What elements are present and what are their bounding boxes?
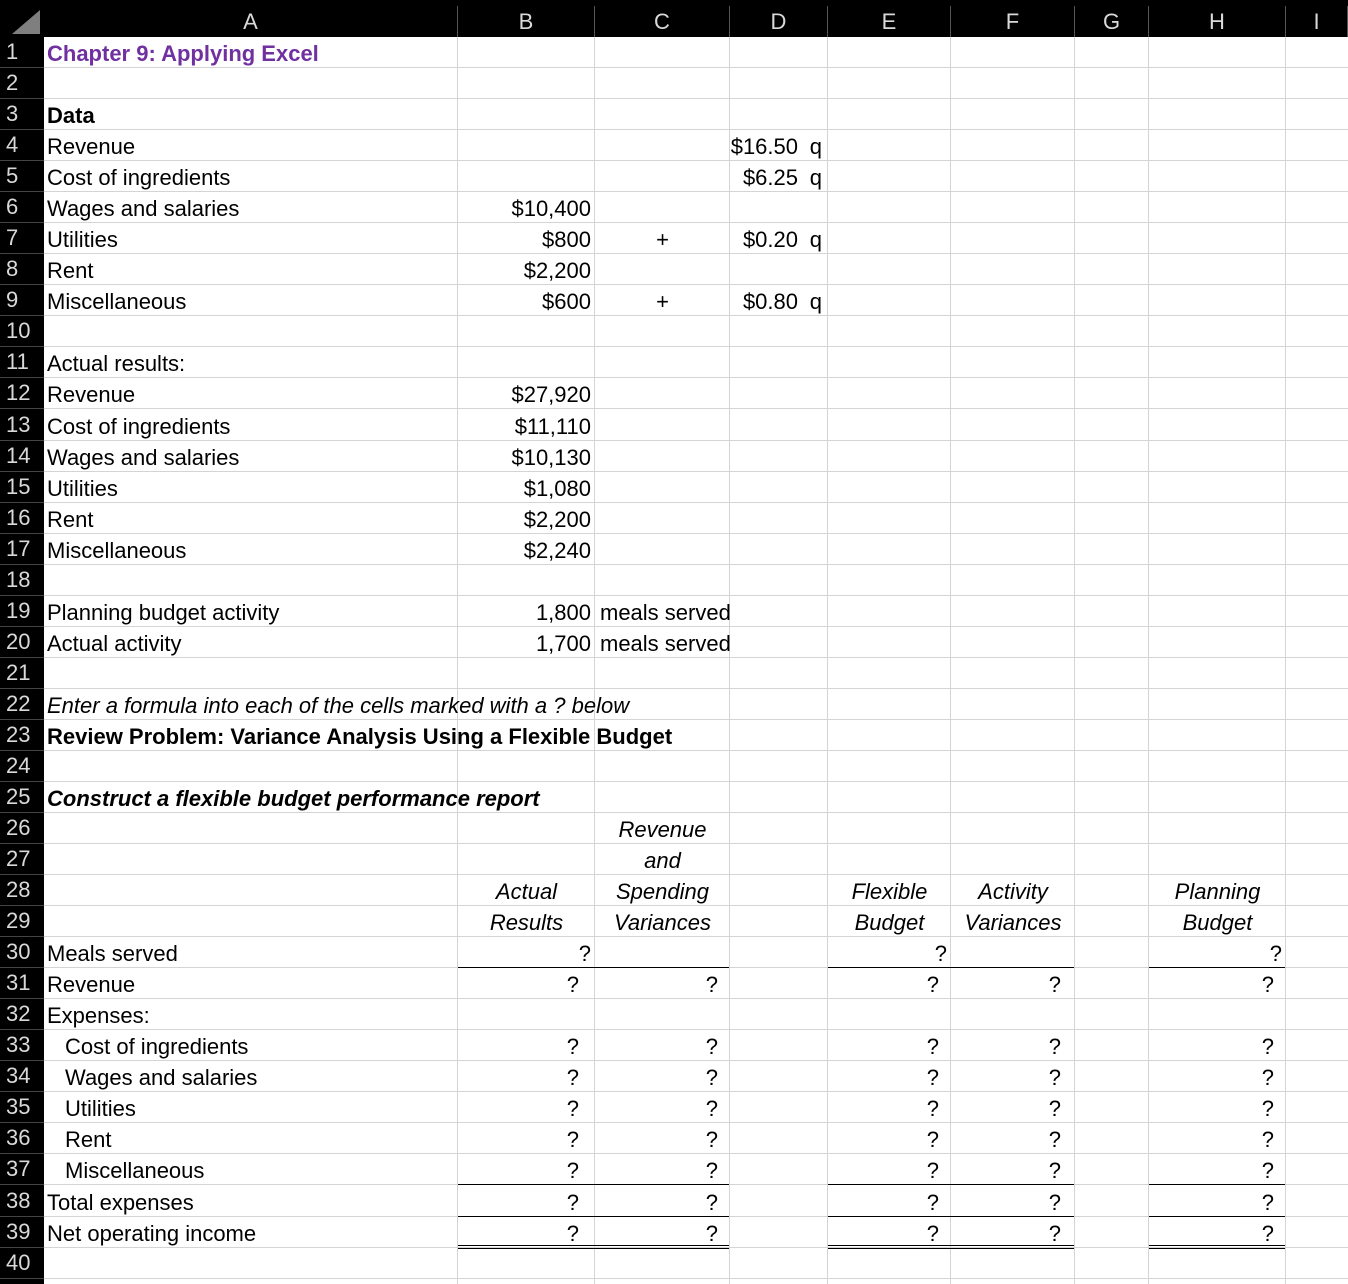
header-activity-variances: Variances <box>964 910 1062 936</box>
row-header-8[interactable]: 8 <box>0 254 44 285</box>
plus-sign: + <box>656 227 669 253</box>
report-row-label-cost: Cost of ingredients <box>65 1034 249 1060</box>
activity-unit: meals served <box>600 630 731 656</box>
formula-cell: ? <box>566 1096 579 1122</box>
header-budget: Budget <box>854 910 925 936</box>
row-header-9[interactable]: 9 <box>0 285 44 316</box>
variable-rate-value: $0.20 <box>742 227 798 253</box>
data-label: Rent <box>47 258 94 284</box>
formula-cell: ? <box>926 1158 939 1184</box>
fixed-cost-value: $800 <box>542 227 591 253</box>
row-header-13[interactable]: 13 <box>0 409 44 440</box>
row-header-22[interactable]: 22 <box>0 689 44 720</box>
report-row-label-wages: Wages and salaries <box>65 1065 258 1091</box>
actual-label: Miscellaneous <box>47 537 187 563</box>
formula-cell: ? <box>1048 1065 1061 1091</box>
formula-cell: ? <box>566 1034 579 1060</box>
column-header-g[interactable]: G <box>1075 6 1149 37</box>
formula-cell: ? <box>1261 1158 1274 1184</box>
formula-cell: ? <box>1048 1189 1061 1215</box>
formula-cell: ? <box>926 1127 939 1153</box>
report-row-label-rent: Rent <box>65 1127 112 1153</box>
formula-cell: ? <box>705 1158 718 1184</box>
row-header-3[interactable]: 3 <box>0 99 44 130</box>
formula-cell: ? <box>926 972 939 998</box>
actual-value: $11,110 <box>514 413 591 439</box>
fixed-cost-value: $10,400 <box>511 196 591 222</box>
actual-label: Utilities <box>47 475 118 501</box>
row-header-40[interactable]: 40 <box>0 1248 44 1279</box>
row-header-34[interactable]: 34 <box>0 1061 44 1092</box>
review-problem-title: Review Problem: Variance Analysis Using a Flexible Budget <box>47 723 673 749</box>
row-header-11[interactable]: 11 <box>0 347 44 378</box>
row-header-30[interactable]: 30 <box>0 937 44 968</box>
row-header-33[interactable]: 33 <box>0 1030 44 1061</box>
underline <box>458 1184 729 1185</box>
underline <box>828 967 1074 968</box>
formula-cell: ? <box>566 972 579 998</box>
formula-cell: ? <box>926 1220 939 1246</box>
data-label: Cost of ingredients <box>47 165 231 191</box>
column-header-e[interactable]: E <box>828 6 951 37</box>
row-header-14[interactable]: 14 <box>0 441 44 472</box>
formula-cell: ? <box>926 1065 939 1091</box>
actual-label: Wages and salaries <box>47 444 240 470</box>
plus-sign: + <box>656 289 669 315</box>
formula-cell: ? <box>926 1189 939 1215</box>
formula-cell: ? <box>1269 941 1282 967</box>
double-underline <box>1149 1245 1285 1249</box>
header-spending: Spending <box>616 879 709 905</box>
formula-cell: ? <box>1261 1034 1274 1060</box>
actual-results-header: Actual results: <box>47 351 186 377</box>
underline <box>458 1216 729 1217</box>
activity-unit: meals served <box>600 599 731 625</box>
row-header-4[interactable]: 4 <box>0 130 44 161</box>
formula-cell: ? <box>705 1189 718 1215</box>
row-header-15[interactable]: 15 <box>0 472 44 503</box>
formula-cell: ? <box>1048 1096 1061 1122</box>
header-revenue: Revenue <box>618 817 707 843</box>
actual-label: Cost of ingredients <box>47 413 231 439</box>
double-underline <box>458 1245 729 1249</box>
row-header-6[interactable]: 6 <box>0 192 44 223</box>
row-header-7[interactable]: 7 <box>0 223 44 254</box>
row-header-25[interactable]: 25 <box>0 782 44 813</box>
formula-cell: ? <box>566 1158 579 1184</box>
header-flexible: Flexible <box>851 879 928 905</box>
row-header-37[interactable]: 37 <box>0 1154 44 1185</box>
data-header: Data <box>47 103 95 129</box>
column-header-b[interactable]: B <box>458 6 595 37</box>
column-header-a[interactable]: A <box>44 6 458 37</box>
formula-cell: ? <box>1048 1220 1061 1246</box>
activity-label: Actual activity <box>47 630 182 656</box>
unit-q: q <box>809 134 822 160</box>
formula-cell: ? <box>1261 972 1274 998</box>
row-header-1[interactable]: 1 <box>0 37 44 68</box>
formula-cell: ? <box>566 1220 579 1246</box>
double-underline <box>828 1245 1074 1249</box>
actual-value: $2,200 <box>523 506 591 532</box>
formula-cell: ? <box>1048 1158 1061 1184</box>
formula-cell: ? <box>1261 1220 1274 1246</box>
formula-cell: ? <box>566 1127 579 1153</box>
formula-cell: ? <box>705 1220 718 1246</box>
formula-cell: ? <box>1048 972 1061 998</box>
select-all-button[interactable] <box>0 6 44 37</box>
underline <box>1149 1216 1285 1217</box>
column-header-f[interactable]: F <box>951 6 1075 37</box>
header-planning: Planning <box>1174 879 1261 905</box>
header-planning-budget: Budget <box>1182 910 1253 936</box>
row-header-2[interactable]: 2 <box>0 68 44 99</box>
column-header-i[interactable]: I <box>1286 6 1348 37</box>
formula-cell: ? <box>1048 1034 1061 1060</box>
formula-cell: ? <box>705 972 718 998</box>
unit-q: q <box>809 165 822 191</box>
row-header-28[interactable]: 28 <box>0 875 44 906</box>
activity-label: Planning budget activity <box>47 599 280 625</box>
formula-cell: ? <box>566 1189 579 1215</box>
row-header-20[interactable]: 20 <box>0 627 44 658</box>
row-header-27[interactable]: 27 <box>0 844 44 875</box>
report-row-label-expenses: Expenses: <box>47 1003 150 1029</box>
actual-value: $27,920 <box>511 382 591 408</box>
page-title: Chapter 9: Applying Excel <box>47 41 319 67</box>
row-header-31[interactable]: 31 <box>0 968 44 999</box>
data-label: Utilities <box>47 227 118 253</box>
unit-q: q <box>809 289 822 315</box>
formula-cell: ? <box>1048 1127 1061 1153</box>
header-activity: Activity <box>978 879 1048 905</box>
actual-label: Revenue <box>47 382 136 408</box>
gridline-horizontal <box>44 1278 1348 1279</box>
select-all-triangle-icon <box>0 6 44 37</box>
report-row-label-misc: Miscellaneous <box>65 1158 205 1184</box>
report-title: Construct a flexible budget performance report <box>47 785 540 811</box>
row-header-36[interactable]: 36 <box>0 1123 44 1154</box>
formula-cell: ? <box>926 1034 939 1060</box>
row-header-5[interactable]: 5 <box>0 161 44 192</box>
header-variances: Variances <box>613 910 711 936</box>
instruction-text: Enter a formula into each of the cells marked with a ? below <box>47 692 630 718</box>
column-header-c[interactable]: C <box>595 6 730 37</box>
report-row-label-utilities: Utilities <box>65 1096 136 1122</box>
report-row-label-total: Total expenses <box>47 1189 194 1215</box>
activity-value: 1,800 <box>535 599 591 625</box>
worksheet-grid[interactable] <box>44 37 1348 1284</box>
row-header-16[interactable]: 16 <box>0 503 44 534</box>
data-label: Revenue <box>47 134 136 160</box>
formula-cell: ? <box>705 1034 718 1060</box>
formula-cell: ? <box>1261 1189 1274 1215</box>
header-results: Results <box>489 910 564 936</box>
formula-cell: ? <box>934 941 947 967</box>
variable-rate-value: $16.50 <box>730 134 798 160</box>
formula-cell: ? <box>926 1096 939 1122</box>
report-row-label-revenue: Revenue <box>47 972 136 998</box>
row-header-38[interactable]: 38 <box>0 1185 44 1216</box>
row-header-24[interactable]: 24 <box>0 751 44 782</box>
row-header-10[interactable]: 10 <box>0 316 44 347</box>
column-header-h[interactable]: H <box>1149 6 1286 37</box>
formula-cell: ? <box>1261 1065 1274 1091</box>
formula-cell: ? <box>578 941 591 967</box>
row-header-21[interactable]: 21 <box>0 658 44 689</box>
row-header-18[interactable]: 18 <box>0 565 44 596</box>
row-header-23[interactable]: 23 <box>0 720 44 751</box>
row-header-35[interactable]: 35 <box>0 1092 44 1123</box>
fixed-cost-value: $600 <box>542 289 591 315</box>
data-label: Wages and salaries <box>47 196 240 222</box>
header-and: and <box>644 848 681 874</box>
actual-value: $10,130 <box>511 444 591 470</box>
formula-cell: ? <box>566 1065 579 1091</box>
activity-value: 1,700 <box>535 630 591 656</box>
report-row-label-noi: Net operating income <box>47 1220 257 1246</box>
row-header-29[interactable]: 29 <box>0 906 44 937</box>
report-row-label-meals: Meals served <box>47 941 178 967</box>
row-header-39[interactable]: 39 <box>0 1217 44 1248</box>
underline <box>828 1216 1074 1217</box>
formula-cell: ? <box>1261 1096 1274 1122</box>
actual-value: $2,240 <box>523 537 591 563</box>
actual-label: Rent <box>47 506 94 532</box>
underline <box>458 967 729 968</box>
formula-cell: ? <box>1261 1127 1274 1153</box>
variable-rate-value: $0.80 <box>742 289 798 315</box>
formula-cell: ? <box>705 1065 718 1091</box>
fixed-cost-value: $2,200 <box>523 258 591 284</box>
data-label: Miscellaneous <box>47 289 187 315</box>
unit-q: q <box>809 227 822 253</box>
row-header-12[interactable]: 12 <box>0 378 44 409</box>
row-header-17[interactable]: 17 <box>0 534 44 565</box>
underline <box>828 1184 1074 1185</box>
underline <box>1149 967 1285 968</box>
row-header-32[interactable]: 32 <box>0 999 44 1030</box>
row-header-19[interactable]: 19 <box>0 596 44 627</box>
column-header-d[interactable]: D <box>730 6 828 37</box>
underline <box>1149 1184 1285 1185</box>
formula-cell: ? <box>705 1127 718 1153</box>
header-actual: Actual <box>495 879 558 905</box>
formula-cell: ? <box>705 1096 718 1122</box>
row-header-26[interactable]: 26 <box>0 813 44 844</box>
actual-value: $1,080 <box>523 475 591 501</box>
variable-rate-value: $6.25 <box>742 165 798 191</box>
